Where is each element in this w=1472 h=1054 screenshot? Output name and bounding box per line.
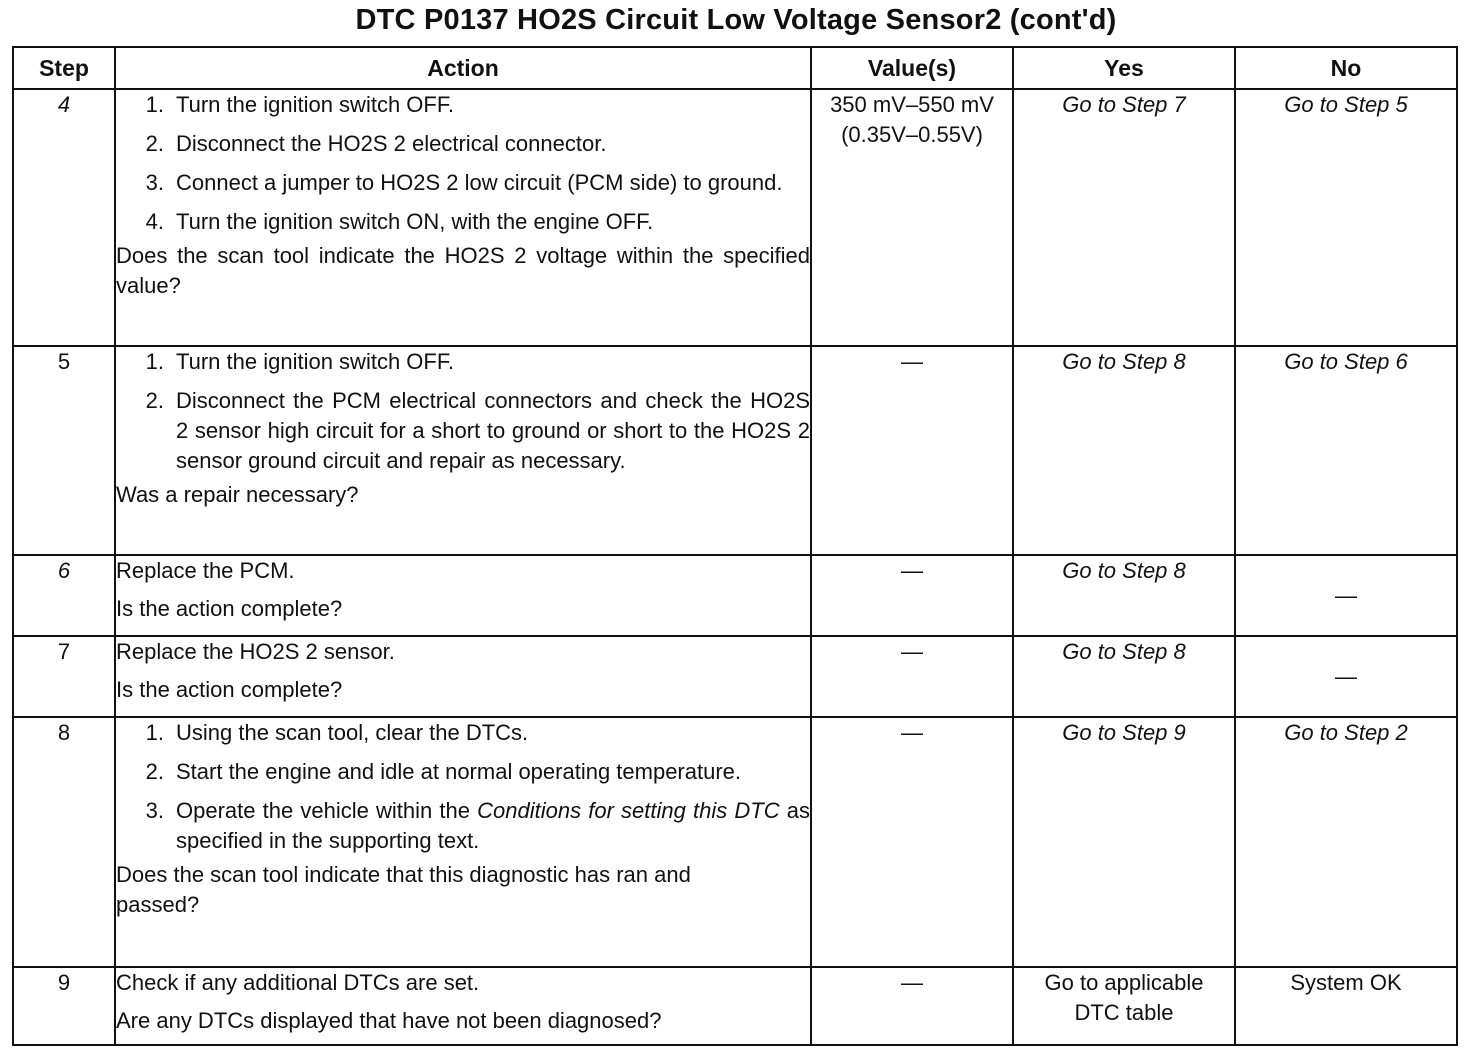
item-text: Disconnect the HO2S 2 electrical connector.: [176, 131, 607, 156]
action-list: [116, 347, 810, 476]
no-link: Go to Step 5: [1284, 92, 1408, 117]
item-number: 2.: [145, 759, 164, 784]
value-dash: —: [901, 639, 923, 664]
item-text-emphasis: Conditions for setting this DTC: [477, 798, 780, 823]
yes-cell: [1013, 636, 1235, 717]
header-action: Action: [115, 47, 811, 89]
item-text: Disconnect the PCM electrical connectors and check the HO2S 2 sensor high circuit for a short to ground or short to the HO2S 2 sensor ground circuit and repair as necessary.: [176, 388, 810, 473]
table-row: [13, 555, 1457, 636]
action-list: [116, 90, 810, 237]
item-number: 3.: [145, 170, 164, 195]
action-cell: [115, 555, 811, 636]
diagnostic-table: [12, 46, 1458, 1046]
table-row: [13, 967, 1457, 1045]
item-number: 1.: [145, 720, 164, 745]
yes-link: Go to Step 8: [1062, 349, 1186, 374]
no-cell: [1235, 346, 1457, 555]
header-step: Step: [13, 47, 115, 89]
value-dash: —: [901, 349, 923, 374]
yes-text-line: Go to applicable: [1044, 970, 1204, 995]
step-number: 6: [57, 558, 71, 583]
yes-link: Go to Step 8: [1062, 558, 1186, 583]
step-number: 4: [57, 92, 71, 117]
header-value: Value(s): [811, 47, 1013, 89]
question-text: Does the scan tool indicate the HO2S 2 voltage within the specified value?: [116, 243, 810, 298]
no-link: Go to Step 2: [1284, 720, 1408, 745]
yes-cell: [1013, 717, 1235, 967]
list-item: [116, 386, 810, 476]
question-text: Is the action complete?: [116, 596, 343, 621]
table-row: [13, 346, 1457, 555]
list-item: [116, 718, 810, 748]
action-text: Check if any additional DTCs are set.: [116, 970, 480, 995]
step-cell: [13, 967, 115, 1045]
no-link: Go to Step 6: [1284, 349, 1408, 374]
item-number: 2.: [145, 388, 164, 413]
header-yes: Yes: [1013, 47, 1235, 89]
item-text: Using the scan tool, clear the DTCs.: [176, 720, 529, 745]
no-cell: [1235, 555, 1457, 636]
yes-link: Go to Step 7: [1062, 92, 1186, 117]
action-cell: [115, 717, 811, 967]
item-text: Start the engine and idle at normal operating temperature.: [176, 759, 742, 784]
list-item: [116, 347, 810, 377]
action-text: Replace the PCM.: [116, 558, 295, 583]
item-text: Turn the ignition switch ON, with the engine OFF.: [176, 209, 654, 234]
action-cell: [115, 89, 811, 346]
step-cell: [13, 346, 115, 555]
table-row: [13, 636, 1457, 717]
action-cell: [115, 636, 811, 717]
item-number: 4.: [145, 209, 164, 234]
yes-cell: [1013, 89, 1235, 346]
no-dash: —: [1335, 663, 1357, 689]
no-dash: —: [1335, 582, 1357, 608]
value-dash: —: [901, 720, 923, 745]
value-dash: —: [901, 970, 923, 995]
action-text: Replace the HO2S 2 sensor.: [116, 639, 395, 664]
action-cell: [115, 967, 811, 1045]
step-number: 7: [57, 639, 71, 664]
value-cell: [811, 967, 1013, 1045]
question-text: Is the action complete?: [116, 677, 343, 702]
yes-text-line: DTC table: [1074, 1000, 1174, 1025]
value-dash: —: [901, 558, 923, 583]
question-text: Does the scan tool indicate that this diagnostic has ran and passed?: [116, 862, 691, 917]
item-text-part: Operate the vehicle within the: [176, 798, 478, 823]
action-cell: [115, 346, 811, 555]
item-text: Turn the ignition switch OFF.: [176, 349, 454, 374]
step-cell: [13, 555, 115, 636]
list-item: [116, 168, 810, 198]
no-cell: [1235, 636, 1457, 717]
item-text-part: as specified in the supporting text.: [176, 798, 810, 853]
yes-cell: [1013, 555, 1235, 636]
item-text: [176, 796, 810, 856]
item-number: 3.: [145, 798, 164, 823]
list-item: [116, 90, 810, 120]
question-text: Was a repair necessary?: [116, 482, 359, 507]
step-cell: [13, 636, 115, 717]
no-text: System OK: [1290, 970, 1402, 995]
header-no: No: [1235, 47, 1457, 89]
value-cell: [811, 555, 1013, 636]
step-cell: [13, 89, 115, 346]
list-item: [116, 207, 810, 237]
value-cell: [811, 89, 1013, 346]
step-number: 9: [57, 970, 71, 995]
yes-link: Go to Step 8: [1062, 639, 1186, 664]
yes-cell: [1013, 346, 1235, 555]
step-number: 8: [57, 720, 71, 745]
no-cell: [1235, 89, 1457, 346]
list-item: [116, 796, 810, 856]
no-cell: [1235, 717, 1457, 967]
item-text: Turn the ignition switch OFF.: [176, 92, 454, 117]
item-text: Connect a jumper to HO2S 2 low circuit (PCM side) to ground.: [176, 170, 783, 195]
table-header-row: [13, 47, 1457, 89]
value-cell: [811, 346, 1013, 555]
step-number: 5: [57, 349, 71, 374]
value-range-mv: 350 mV–550 mV: [830, 92, 994, 117]
item-number: 1.: [145, 349, 164, 374]
table-row: [13, 89, 1457, 346]
question-text: Are any DTCs displayed that have not been diagnosed?: [116, 1008, 662, 1033]
page-title: DTC P0137 HO2S Circuit Low Voltage Sensor2 (cont'd): [355, 4, 1117, 36]
item-number: 2.: [145, 131, 164, 156]
list-item: [116, 757, 810, 787]
table-row: [13, 717, 1457, 967]
value-cell: [811, 636, 1013, 717]
action-list: [116, 718, 810, 856]
item-number: 1.: [145, 92, 164, 117]
yes-cell: [1013, 967, 1235, 1045]
yes-link: Go to Step 9: [1062, 720, 1186, 745]
no-cell: [1235, 967, 1457, 1045]
value-cell: [811, 717, 1013, 967]
step-cell: [13, 717, 115, 967]
value-range-v: (0.35V–0.55V): [841, 122, 983, 147]
list-item: [116, 129, 810, 159]
